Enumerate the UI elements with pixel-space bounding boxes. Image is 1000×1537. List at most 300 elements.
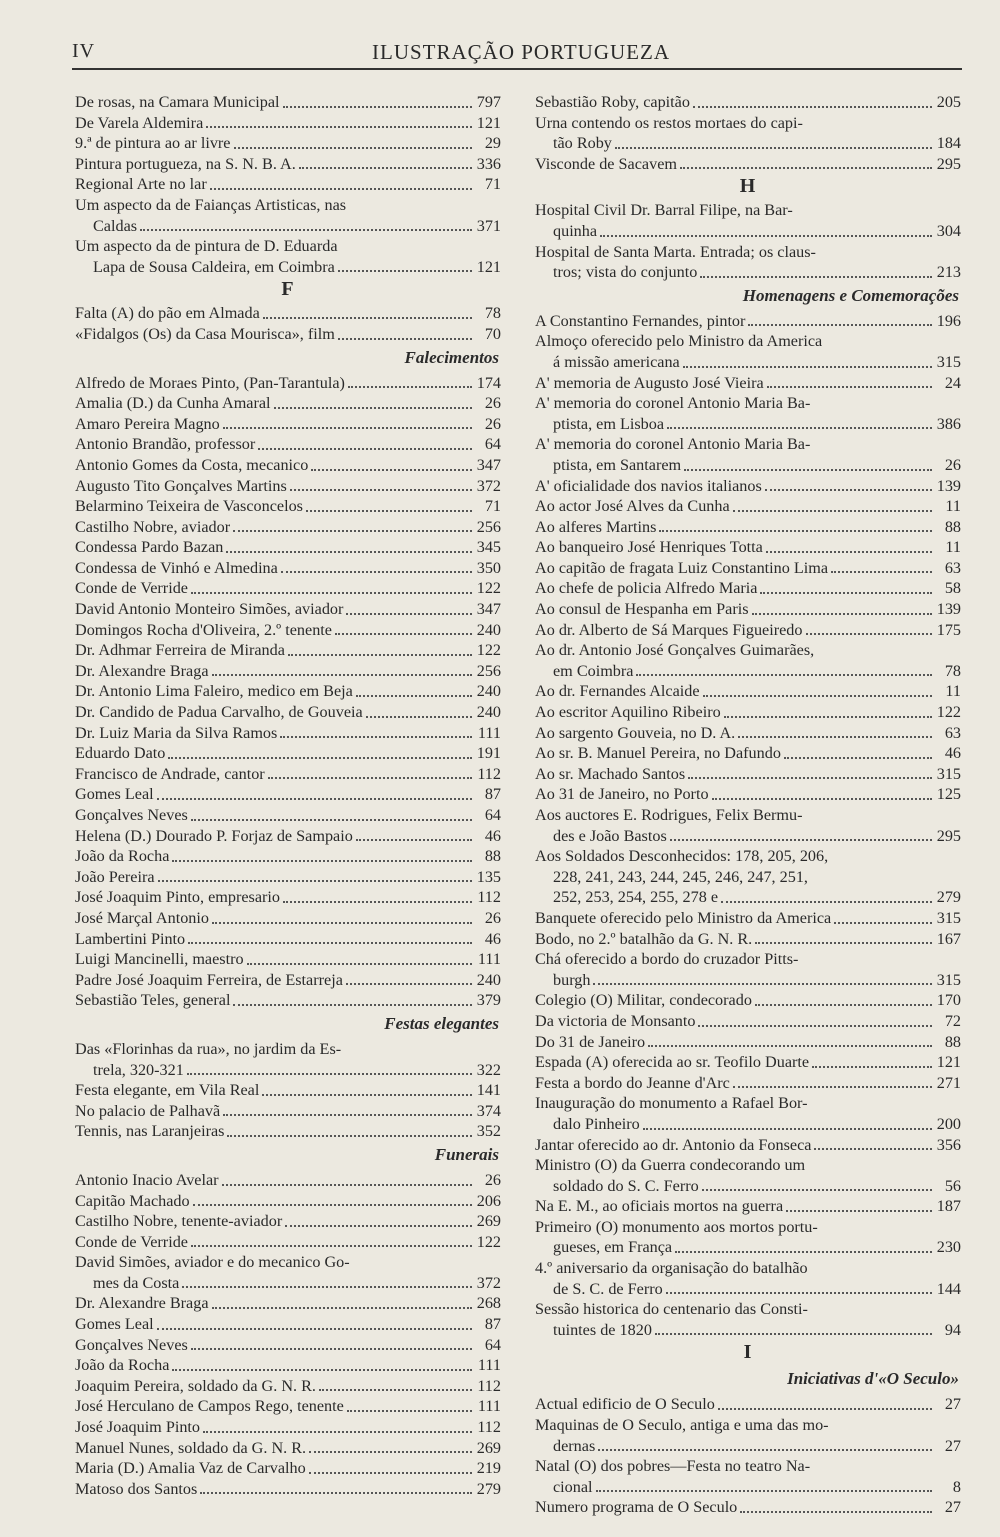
index-entry: [535, 1155, 961, 1176]
entry-text: Ao capitão de fragata Luiz Constantino Lima: [535, 558, 829, 577]
index-entry: [75, 1080, 501, 1101]
page-reference: 64: [484, 806, 501, 824]
leader-dots: [667, 426, 932, 429]
page-reference: 46: [944, 744, 961, 763]
entry-text: Maria (D.) Amalia Vaz de Carvalho: [75, 1459, 306, 1478]
section-heading: Falecimentos: [404, 347, 499, 367]
entry-text: Gomes Leal: [75, 1315, 154, 1334]
page-reference: 121: [936, 1053, 961, 1072]
section-heading: Iniciativas d'«O Seculo»: [787, 1369, 959, 1389]
entry-text: Na E. M., ao oficiais mortos na guerra: [535, 1197, 784, 1216]
leader-dots: [666, 1291, 932, 1294]
index-entry: [75, 455, 501, 476]
leader-dots: [283, 900, 472, 903]
page-reference: 11: [945, 497, 961, 516]
page-number: IV: [72, 40, 96, 62]
index-entry-continuation: [535, 867, 961, 888]
leader-dots: [680, 166, 932, 169]
leader-dots: [700, 275, 932, 278]
index-entry: [535, 681, 961, 702]
page-reference: 347: [476, 455, 501, 474]
entry-text: soldado do S. C. Ferro: [553, 1176, 699, 1195]
entry-text: Numero programa de O Seculo: [535, 1498, 738, 1517]
leader-dots: [766, 550, 932, 553]
index-entry: [535, 331, 961, 352]
entry-text: Da victoria de Monsanto: [535, 1011, 696, 1030]
entry-text: em Coimbra: [553, 661, 634, 680]
index-entry: [535, 1196, 961, 1217]
entry-text: Primeiro (O) monumento aos mortos portu-: [535, 1217, 818, 1236]
leader-dots: [309, 1471, 472, 1474]
index-entry-continuation: [75, 1060, 501, 1081]
entry-text: tros; vista do conjunto: [553, 263, 698, 282]
page-reference: 279: [936, 888, 961, 907]
page-reference: 315: [936, 908, 961, 927]
page-reference: 379: [476, 991, 501, 1010]
page-reference: 350: [476, 558, 501, 577]
page-reference: 315: [936, 764, 961, 783]
leader-dots: [648, 1044, 932, 1047]
leader-dots: [683, 365, 932, 368]
leader-dots: [738, 735, 932, 738]
index-entry: [75, 1314, 501, 1335]
page-reference: 240: [476, 970, 501, 989]
page-reference: 111: [477, 1397, 501, 1416]
index-entry: [75, 154, 501, 175]
index-entry: [75, 1039, 501, 1060]
entry-text: João Pereira: [75, 867, 155, 886]
page-reference: 206: [476, 1191, 501, 1210]
page-reference: 122: [476, 579, 501, 598]
index-entry: [75, 236, 501, 257]
entry-text: Um aspecto da de Faianças Artisticas, nas: [75, 195, 347, 214]
leader-dots: [684, 468, 932, 471]
entry-text: 4.º aniversario da organisação do batalhão: [535, 1259, 808, 1278]
leader-dots: [748, 323, 932, 326]
index-entry: [75, 1101, 501, 1122]
entry-text: Dr. Antonio Lima Faleiro, medico em Beja: [75, 682, 353, 701]
entry-text: Das «Florinhas da rua», no jardim da Es-: [75, 1039, 342, 1058]
page-reference: 268: [476, 1294, 501, 1313]
page-reference: 269: [476, 1212, 501, 1231]
index-entry-continuation: [535, 221, 961, 242]
entry-text: Antonio Gomes da Costa, mecanico: [75, 455, 309, 474]
entry-text: Ao consul de Hespanha em Paris: [535, 600, 749, 619]
entry-text: mes da Costa: [93, 1273, 180, 1292]
index-entry: [535, 558, 961, 579]
index-entry: [535, 805, 961, 826]
page-reference: 26: [484, 908, 501, 927]
entry-text: Antonio Brandão, professor: [75, 435, 256, 454]
leader-dots: [346, 982, 472, 985]
entry-text: Condessa Pardo Bazan: [75, 538, 224, 557]
index-entry: [535, 1299, 961, 1320]
entry-text: Dr. Adhmar Ferreira de Miranda: [75, 641, 285, 660]
entry-text: A' memoria de Augusto José Vieira: [535, 373, 764, 392]
entry-text: Espada (A) oferecida ao sr. Teofilo Duarte: [535, 1053, 810, 1072]
index-entry-continuation: [535, 133, 961, 154]
page-reference: 71: [484, 497, 501, 516]
page-header: [72, 40, 962, 70]
leader-dots: [712, 797, 932, 800]
leader-dots: [670, 838, 932, 841]
leader-dots: [643, 1127, 932, 1130]
index-entry-continuation: [535, 661, 961, 682]
index-entry: [535, 113, 961, 134]
page-reference: 269: [476, 1438, 501, 1457]
index-entry: [75, 764, 501, 785]
entry-text: des e João Bastos: [553, 826, 667, 845]
index-entry-continuation: [535, 455, 961, 476]
index-entry: [75, 949, 501, 970]
entry-text: Ao actor José Alves da Cunha: [535, 497, 730, 516]
index-entry: [535, 784, 961, 805]
index-entry: [75, 517, 501, 538]
index-entry: [75, 476, 501, 497]
page-reference: 27: [944, 1395, 961, 1414]
index-entry: [75, 1293, 501, 1314]
index-entry: [75, 887, 501, 908]
page-reference: 87: [484, 785, 501, 804]
entry-text: Lapa de Sousa Caldeira, em Coimbra: [93, 257, 335, 276]
leader-dots: [280, 735, 472, 738]
page-reference: 72: [944, 1011, 961, 1030]
entry-text: 252, 253, 254, 255, 278 e: [553, 888, 719, 907]
entry-text: A' memoria do coronel Antonio Maria Ba-: [535, 394, 811, 413]
index-entry-continuation: [75, 257, 501, 278]
index-entry: [75, 1211, 501, 1232]
leader-dots: [724, 715, 932, 718]
index-entry: [75, 908, 501, 929]
index-letter-heading: H: [739, 175, 757, 198]
section-heading: Festas elegantes: [384, 1013, 499, 1033]
index-entry: [75, 599, 501, 620]
entry-text: Ao dr. Antonio José Gonçalves Guimarães,: [535, 641, 815, 660]
index-entry: [535, 1052, 961, 1073]
page-reference: 121: [476, 113, 501, 132]
index-entry: [75, 92, 501, 113]
leader-dots: [319, 1388, 472, 1391]
page-reference: 122: [936, 703, 961, 722]
entry-text: Hospital Civil Dr. Barral Filipe, na Bar-: [535, 201, 793, 220]
index-entry: [75, 723, 501, 744]
index-entry: [75, 1232, 501, 1253]
entry-text: Ao sr. B. Manuel Pereira, no Dafundo: [535, 744, 781, 763]
index-entry-continuation: [75, 1273, 501, 1294]
index-entry: [75, 133, 501, 154]
leader-dots: [598, 1448, 932, 1451]
leader-dots: [831, 570, 932, 573]
page-reference: 304: [936, 221, 961, 240]
page-reference: 135: [476, 867, 501, 886]
page-reference: 122: [476, 1232, 501, 1251]
leader-dots: [596, 1489, 932, 1492]
leader-dots: [346, 612, 472, 615]
leader-dots: [760, 591, 932, 594]
page-reference: 141: [476, 1081, 501, 1100]
index-entry: [535, 640, 961, 661]
entry-text: Gomes Leal: [75, 785, 154, 804]
entry-text: Aos Soldados Desconhecidos: 178, 205, 206,: [535, 847, 829, 866]
entry-text: Ao banqueiro José Henriques Totta: [535, 538, 763, 557]
leader-dots: [752, 612, 932, 615]
page-reference: 112: [477, 1376, 501, 1395]
page-reference: 8: [952, 1477, 961, 1496]
index-entry: [535, 723, 961, 744]
entry-text: burgh: [553, 970, 591, 989]
index-entry-continuation: [535, 1477, 961, 1498]
index-entry-continuation: [535, 1279, 961, 1300]
leader-dots: [191, 591, 472, 594]
index-entry: [535, 537, 961, 558]
page-reference: 240: [476, 682, 501, 701]
leader-dots: [659, 529, 932, 532]
index-entry-continuation: [75, 216, 501, 237]
page-reference: 256: [476, 661, 501, 680]
leader-dots: [285, 1224, 472, 1227]
entry-text: Belarmino Teixeira de Vasconcelos: [75, 497, 303, 516]
index-entry: [535, 1456, 961, 1477]
leader-dots: [733, 1085, 932, 1088]
index-entry: [535, 1073, 961, 1094]
page-reference: 56: [944, 1176, 961, 1195]
page-reference: 64: [484, 1335, 501, 1354]
index-entry: [75, 578, 501, 599]
leader-dots: [157, 797, 472, 800]
page-reference: 70: [484, 324, 501, 343]
leader-dots: [600, 234, 932, 237]
leader-dots: [234, 146, 473, 149]
leader-dots: [593, 982, 932, 985]
entry-text: Colegio (O) Militar, condecorado: [535, 991, 752, 1010]
page-reference: 184: [936, 134, 961, 153]
entry-text: Ao alferes Martins: [535, 517, 657, 536]
leader-dots: [338, 269, 472, 272]
leader-dots: [172, 859, 472, 862]
leader-dots: [338, 337, 472, 340]
leader-dots: [227, 1134, 472, 1137]
index-entry: [535, 1415, 961, 1436]
entry-text: No palacio de Palhavã: [75, 1101, 221, 1120]
index-entry: [535, 311, 961, 332]
index-entry: [75, 929, 501, 950]
leader-dots: [258, 447, 472, 450]
page-reference: 240: [476, 620, 501, 639]
index-entry: [75, 1252, 501, 1273]
index-entry: [75, 970, 501, 991]
page-reference: 63: [944, 558, 961, 577]
page-reference: 88: [944, 1032, 961, 1051]
index-entry: [535, 1093, 961, 1114]
entry-text: 228, 241, 243, 244, 245, 246, 247, 251,: [553, 867, 808, 886]
leader-dots: [718, 1407, 932, 1410]
leader-dots: [212, 673, 473, 676]
leader-dots: [212, 1306, 473, 1309]
leader-dots: [168, 756, 472, 759]
entry-text: Sessão historica do centenario das Consti-: [535, 1300, 808, 1319]
page-reference: 139: [936, 476, 961, 495]
entry-text: Aos auctores E. Rodrigues, Felix Bermu-: [535, 806, 803, 824]
leader-dots: [233, 529, 472, 532]
entry-text: Dr. Luiz Maria da Silva Ramos: [75, 723, 278, 742]
index-entry-continuation: [535, 414, 961, 435]
entry-text: Gonçalves Neves: [75, 806, 188, 824]
section-heading: Homenagens e Comemorações: [742, 285, 959, 305]
page-reference: 46: [484, 826, 501, 845]
leader-dots: [693, 105, 932, 108]
entry-text: Regional Arte no lar: [75, 175, 207, 194]
entry-text: David Simões, aviador e do mecanico Go-: [75, 1253, 350, 1272]
entry-text: trela, 320-321: [93, 1060, 184, 1079]
leader-dots: [212, 921, 472, 924]
page-reference: 94: [944, 1320, 961, 1339]
index-entry: [535, 434, 961, 455]
index-entry: [75, 661, 501, 682]
index-entry: [75, 1355, 501, 1376]
entry-text: José Marçal Antonio: [75, 908, 209, 927]
leader-dots: [158, 879, 472, 882]
page-reference: 71: [484, 175, 501, 194]
entry-text: de S. C. de Ferro: [553, 1279, 663, 1298]
index-entry-continuation: [535, 1320, 961, 1341]
entry-text: A' oficialidade dos navios italianos: [535, 476, 762, 495]
page-reference: 295: [936, 826, 961, 845]
page-reference: 213: [936, 263, 961, 282]
page-reference: 167: [936, 929, 961, 948]
page-reference: 271: [936, 1073, 961, 1092]
index-entry: [535, 1217, 961, 1238]
page-reference: 174: [476, 373, 501, 392]
index-entry: [535, 929, 961, 950]
leader-dots: [356, 694, 472, 697]
leader-dots: [290, 488, 472, 491]
entry-text: Alfredo de Moraes Pinto, (Pan-Tarantula): [75, 373, 345, 392]
page-reference: 256: [476, 517, 501, 536]
index-entry: [535, 1497, 961, 1518]
entry-text: Banquete oferecido pelo Ministro da America: [535, 908, 832, 927]
entry-text: Augusto Tito Gonçalves Martins: [75, 476, 287, 495]
index-entry: [75, 1376, 501, 1397]
page-reference: 200: [936, 1114, 961, 1133]
entry-text: Castilho Nobre, tenente-aviador: [75, 1212, 283, 1231]
index-entry-continuation: [535, 1176, 961, 1197]
entry-text: cional: [553, 1477, 593, 1496]
page-reference: 111: [477, 1356, 501, 1375]
entry-text: José Joaquim Pinto: [75, 1418, 201, 1437]
entry-text: tão Roby: [553, 134, 612, 153]
index-entry: [535, 620, 961, 641]
index-entry: [75, 1417, 501, 1438]
index-column-left: [75, 92, 501, 1499]
entry-text: Hospital de Santa Marta. Entrada; os claus-: [535, 242, 816, 261]
entry-text: Um aspecto da de pintura de D. Eduarda: [75, 237, 338, 256]
index-entry: [75, 393, 501, 414]
page-reference: 63: [944, 723, 961, 742]
index-entry-continuation: [535, 1436, 961, 1457]
page-reference: 219: [476, 1459, 501, 1478]
page-reference: 26: [484, 414, 501, 433]
page-reference: 121: [476, 257, 501, 276]
leader-dots: [191, 818, 472, 821]
index-entry: [75, 373, 501, 394]
entry-text: Sebastião Roby, capitão: [535, 93, 690, 111]
index-entry: [75, 805, 501, 826]
entry-text: dalo Pinheiro: [553, 1114, 640, 1133]
page-reference: 372: [476, 1273, 501, 1292]
leader-dots: [288, 653, 472, 656]
entry-text: Ao dr. Fernandes Alcaide: [535, 682, 700, 701]
leader-dots: [765, 488, 932, 491]
index-entry: [535, 949, 961, 970]
index-entry-continuation: [535, 887, 961, 908]
entry-text: A' memoria do coronel Antonio Maria Ba-: [535, 435, 811, 454]
entry-text: Chá oferecido a bordo do cruzador Pitts-: [535, 950, 799, 969]
index-entry: [535, 373, 961, 394]
entry-text: Padre José Joaquim Ferreira, de Estarreja: [75, 970, 343, 989]
page-reference: 88: [944, 517, 961, 536]
index-entry: [75, 303, 501, 324]
index-entry: [75, 434, 501, 455]
index-entry: [75, 414, 501, 435]
entry-text: á missão americana: [553, 352, 680, 371]
leader-dots: [188, 941, 472, 944]
page-reference: 240: [476, 703, 501, 722]
page-reference: 230: [936, 1238, 961, 1257]
leader-dots: [263, 316, 472, 319]
page-reference: 205: [936, 93, 961, 111]
index-entry: [75, 1191, 501, 1212]
page-reference: 111: [477, 723, 501, 742]
index-letter-heading: F: [281, 278, 295, 301]
leader-dots: [347, 1409, 472, 1412]
page-reference: 295: [936, 154, 961, 173]
leader-dots: [733, 509, 932, 512]
page-reference: 26: [484, 1170, 501, 1189]
entry-text: Francisco de Andrade, cantor: [75, 764, 265, 783]
entry-text: Lambertini Pinto: [75, 929, 186, 948]
entry-text: Ao chefe de policia Alfredo Maria: [535, 579, 758, 598]
entry-text: Gonçalves Neves: [75, 1335, 188, 1354]
entry-text: De Varela Aldemira: [75, 113, 204, 132]
index-entry: [535, 517, 961, 538]
entry-text: De rosas, na Camara Municipal: [75, 93, 280, 111]
leader-dots: [172, 1368, 472, 1371]
entry-text: Ao 31 de Janeiro, no Porto: [535, 785, 709, 804]
entry-text: Actual edificio de O Seculo: [535, 1395, 715, 1414]
leader-dots: [200, 1491, 472, 1494]
page-reference: 87: [484, 1315, 501, 1334]
entry-text: Festa a bordo do Jeanne d'Arc: [535, 1073, 730, 1092]
index-entry: [535, 743, 961, 764]
index-entry: [535, 908, 961, 929]
entry-text: João da Rocha: [75, 1356, 170, 1375]
leader-dots: [223, 1113, 472, 1116]
page-reference: 372: [476, 476, 501, 495]
entry-text: Manuel Nunes, soldado da G. N. R.: [75, 1438, 307, 1457]
page-reference: 797: [476, 93, 501, 111]
entry-text: Helena (D.) Dourado P. Forjaz de Sampaio: [75, 826, 353, 845]
page-reference: 170: [936, 991, 961, 1010]
index-entry: [535, 1032, 961, 1053]
index-entry: [535, 476, 961, 497]
page-reference: 386: [936, 414, 961, 433]
entry-text: Castilho Nobre, aviador: [75, 517, 231, 536]
leader-dots: [806, 632, 933, 635]
leader-dots: [157, 1327, 472, 1330]
leader-dots: [247, 962, 472, 965]
entry-text: Inauguração do monumento a Rafael Bor-: [535, 1094, 808, 1113]
page-reference: 144: [936, 1279, 961, 1298]
